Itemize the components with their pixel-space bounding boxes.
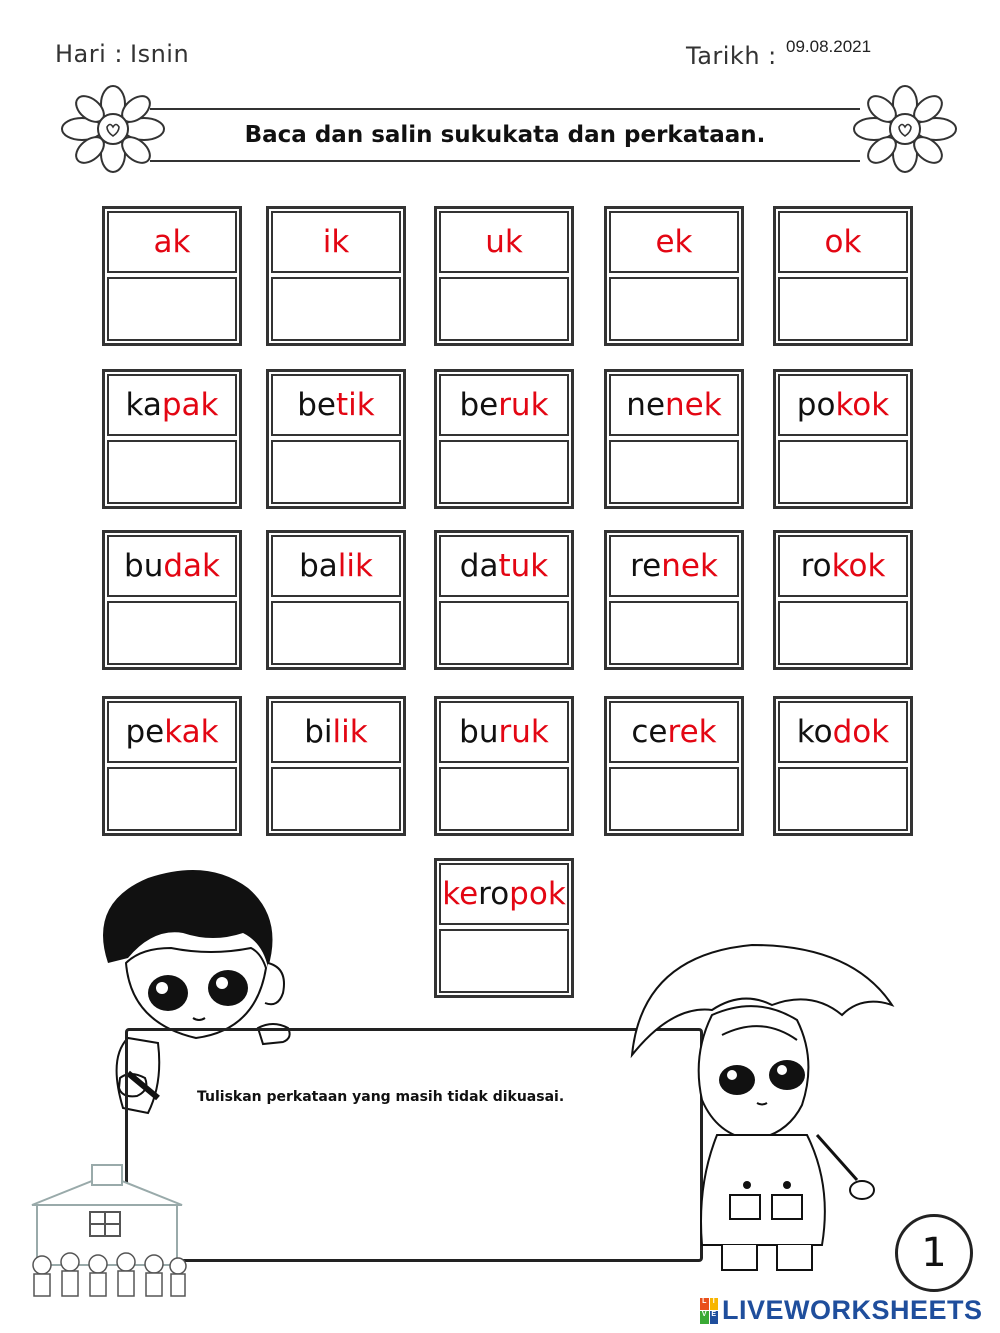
- copy-answer-box[interactable]: [439, 601, 569, 665]
- word-card: [604, 369, 744, 509]
- copy-answer-box[interactable]: [107, 440, 237, 504]
- card-word: bu dak: [107, 535, 237, 597]
- card-word: da tuk: [439, 535, 569, 597]
- copy-answer-box[interactable]: [609, 440, 739, 504]
- title-rule-bottom: [150, 160, 860, 162]
- card-word: ne nek: [609, 374, 739, 436]
- copy-answer-box[interactable]: [609, 601, 739, 665]
- word-card: [102, 696, 242, 836]
- card-word: be ruk: [439, 374, 569, 436]
- copy-answer-box[interactable]: [609, 767, 739, 831]
- card-word: ke ro pok: [439, 863, 569, 925]
- word-card: [102, 530, 242, 670]
- copy-answer-box[interactable]: [778, 277, 908, 341]
- flower-icon: [852, 84, 958, 174]
- date-label: Tarikh :: [686, 42, 777, 70]
- copy-answer-box[interactable]: [107, 767, 237, 831]
- syllable-card: [604, 206, 744, 346]
- card-word: po kok: [778, 374, 908, 436]
- word-card: [773, 696, 913, 836]
- date-value: 09.08.2021: [786, 37, 872, 56]
- copy-answer-box[interactable]: [107, 601, 237, 665]
- syllable-card: [266, 206, 406, 346]
- card-word: ek: [609, 211, 739, 273]
- syllable-card: [773, 206, 913, 346]
- card-word: pe kak: [107, 701, 237, 763]
- copy-answer-box[interactable]: [439, 440, 569, 504]
- card-word: ak: [107, 211, 237, 273]
- brand-name: LIVEWORKSHEETS: [722, 1295, 983, 1325]
- copy-answer-box[interactable]: [271, 767, 401, 831]
- copy-answer-box[interactable]: [439, 929, 569, 993]
- word-card: [604, 530, 744, 670]
- card-word: ok: [778, 211, 908, 273]
- card-word: bu ruk: [439, 701, 569, 763]
- write-area-instruction: Tuliskan perkataan yang masih tidak dikuasai.: [197, 1089, 565, 1105]
- card-word: ro kok: [778, 535, 908, 597]
- word-card: [434, 696, 574, 836]
- word-card: [773, 530, 913, 670]
- copy-answer-box[interactable]: [609, 277, 739, 341]
- card-word: ce rek: [609, 701, 739, 763]
- day-value: Isnin: [130, 40, 190, 68]
- word-card: [434, 530, 574, 670]
- day-label: Hari :: [55, 40, 124, 68]
- copy-answer-box[interactable]: [107, 277, 237, 341]
- card-word: ik: [271, 211, 401, 273]
- word-card: [434, 369, 574, 509]
- syllable-card: [434, 206, 574, 346]
- card-word: ba lik: [271, 535, 401, 597]
- copy-answer-box[interactable]: [271, 601, 401, 665]
- card-word: uk: [439, 211, 569, 273]
- card-word: ka pak: [107, 374, 237, 436]
- word-card: [434, 858, 574, 998]
- word-card: [266, 530, 406, 670]
- word-card: [266, 369, 406, 509]
- card-word: bi lik: [271, 701, 401, 763]
- card-word: ko dok: [778, 701, 908, 763]
- school-illustration: [22, 1160, 192, 1310]
- card-word: re nek: [609, 535, 739, 597]
- copy-answer-box[interactable]: [778, 767, 908, 831]
- title-rule-top: [150, 108, 860, 110]
- copy-answer-box[interactable]: [778, 601, 908, 665]
- copy-answer-box[interactable]: [439, 767, 569, 831]
- word-card: [266, 696, 406, 836]
- word-card: [773, 369, 913, 509]
- flower-icon: [60, 84, 166, 174]
- syllable-card: [102, 206, 242, 346]
- copy-answer-box[interactable]: [778, 440, 908, 504]
- girl-umbrella-illustration: [612, 935, 897, 1275]
- card-word: be tik: [271, 374, 401, 436]
- copy-answer-box[interactable]: [271, 440, 401, 504]
- liveworksheets-logo[interactable]: [700, 1295, 983, 1326]
- page-title: Baca dan salin sukukata dan perkataan.: [244, 122, 766, 148]
- page-number: 1: [895, 1214, 973, 1292]
- word-card: [102, 369, 242, 509]
- copy-answer-box[interactable]: [271, 277, 401, 341]
- word-card: [604, 696, 744, 836]
- copy-answer-box[interactable]: [439, 277, 569, 341]
- logo-mark-icon: L I V E: [700, 1298, 718, 1324]
